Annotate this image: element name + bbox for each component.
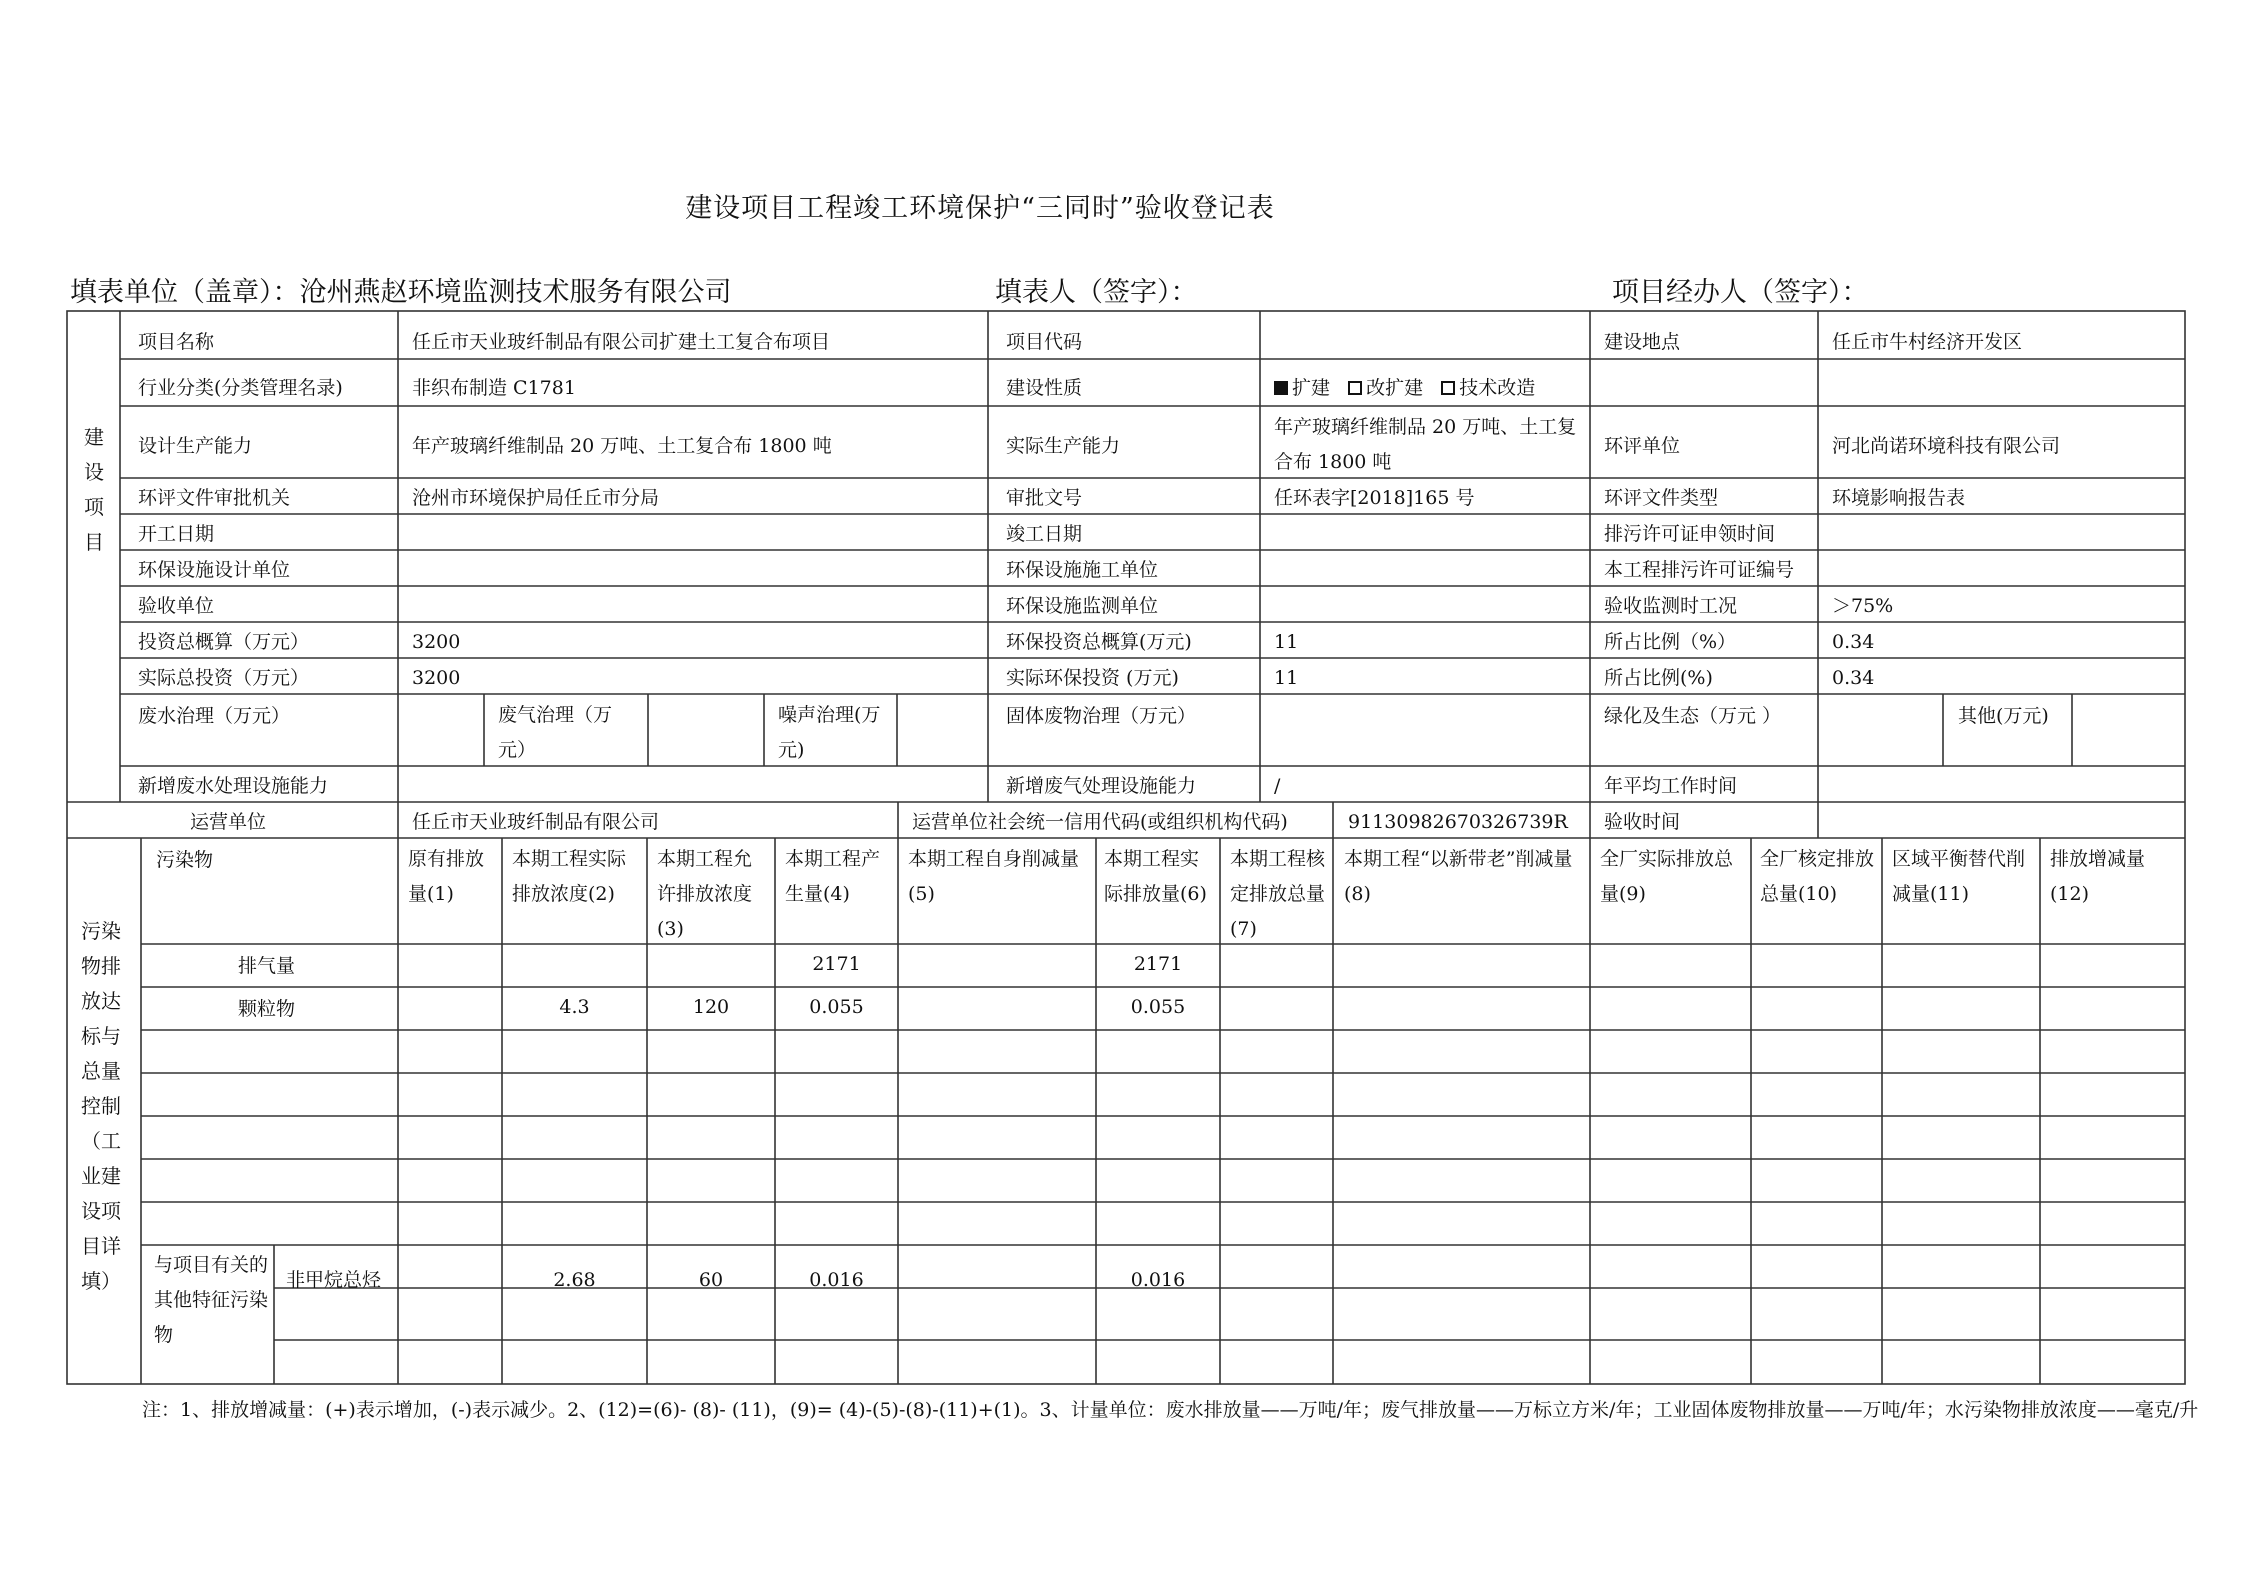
header-plant-approved-total: 全厂核定排放总量(10) xyxy=(1760,848,1875,905)
ratio2-value: 0.34 xyxy=(1832,667,1875,689)
project-section-label: 建 设 项 目 xyxy=(84,425,104,554)
new-wastegas-capacity-value: / xyxy=(1274,775,1281,797)
nature-option-reexpand[interactable]: 改扩建 xyxy=(1348,377,1423,399)
row-exhaust-name: 排气量 xyxy=(238,955,296,977)
accept-unit-label: 验收单位 xyxy=(138,595,215,617)
other-pollutants-label: 与项目有关的其他特征污染物 xyxy=(154,1254,269,1346)
eia-type-value: 环境影响报告表 xyxy=(1832,487,1966,509)
project-code-label: 项目代码 xyxy=(1006,331,1083,353)
ratio1-value: 0.34 xyxy=(1832,631,1875,653)
permit-date-label: 排污许可证申领时间 xyxy=(1604,523,1776,545)
nature-label: 建设性质 xyxy=(1006,377,1083,399)
filler-signature-label: 填表人（签字）： xyxy=(995,277,1198,308)
actual-invest-label: 实际总投资（万元） xyxy=(138,667,310,689)
header-actual-emission: 本期工程实际排放量(6) xyxy=(1104,848,1207,905)
row-particulate-allowed: 120 xyxy=(692,996,730,1018)
design-capacity-value: 年产玻璃纤维制品 20 万吨、土工复合布 1800 吨 xyxy=(412,435,832,457)
new-wastegas-capacity-label: 新增废气处理设施能力 xyxy=(1006,775,1197,797)
operator-value: 任丘市天业玻纤制品有限公司 xyxy=(412,811,660,833)
credit-code-value: 91130982670326739R xyxy=(1348,811,1568,833)
eia-type-label: 环评文件类型 xyxy=(1604,487,1719,509)
header-pollutant: 污染物 xyxy=(156,849,214,871)
row-nmhc-actual: 0.016 xyxy=(1130,1269,1186,1291)
row-nmhc-allowed: 60 xyxy=(698,1269,724,1291)
permit-no-label: 本工程排污许可证编号 xyxy=(1604,559,1795,581)
header-plant-actual-total: 全厂实际排放总量(9) xyxy=(1600,848,1734,905)
actual-invest-value: 3200 xyxy=(412,667,461,689)
row-particulate-concentration: 4.3 xyxy=(559,996,590,1018)
row-particulate-actual: 0.055 xyxy=(1130,996,1186,1018)
location-value: 任丘市牛村经济开发区 xyxy=(1832,331,2023,353)
eia-unit-value: 河北尚诺环境科技有限公司 xyxy=(1832,435,2061,457)
row-nmhc-name: 非甲烷总烃 xyxy=(286,1269,382,1291)
greening-fee-label: 绿化及生态（万元 ） xyxy=(1604,705,1782,727)
actual-capacity-value: 年产玻璃纤维制品 20 万吨、土工复合布 1800 吨 xyxy=(1274,416,1577,473)
header-generated-amount: 本期工程产生量(4) xyxy=(785,848,881,905)
header-original-emission: 原有排放量(1) xyxy=(408,848,485,905)
pollutant-section-label: 污染 物排 放达 标与 总量 控制 （工 业建 设项 目详 填） xyxy=(81,919,121,1293)
industry-value: 非织布制造 C1781 xyxy=(412,377,576,399)
row-exhaust-actual: 2171 xyxy=(1133,953,1183,975)
env-invest-budget-value: 11 xyxy=(1274,631,1299,653)
header-old-reduction: 本期工程“以新带老”削减量(8) xyxy=(1344,848,1573,905)
project-name-value: 任丘市天业玻纤制品有限公司扩建土工复合布项目 xyxy=(412,331,831,353)
wastewater-fee-label: 废水治理（万元） xyxy=(138,705,291,727)
approval-org-value: 沧州市环境保护局任丘市分局 xyxy=(412,487,660,509)
solid-waste-fee-label: 固体废物治理（万元） xyxy=(1006,705,1197,727)
env-monitor-unit-label: 环保设施监测单位 xyxy=(1006,595,1159,617)
industry-label: 行业分类(分类管理名录) xyxy=(138,377,343,399)
new-wastewater-capacity-label: 新增废水处理设施能力 xyxy=(138,775,329,797)
nature-options xyxy=(1274,378,1535,398)
row-particulate-name: 颗粒物 xyxy=(238,998,296,1020)
env-build-unit-label: 环保设施施工单位 xyxy=(1006,559,1159,581)
location-label: 建设地点 xyxy=(1604,331,1681,353)
invest-budget-label: 投资总概算（万元） xyxy=(138,631,310,653)
row-exhaust-generated: 2171 xyxy=(812,953,861,975)
header-regional-reduction: 区域平衡替代削减量(11) xyxy=(1892,848,2026,905)
header-allowed-concentration: 本期工程允许排放浓度(3) xyxy=(657,848,753,940)
project-name-label: 项目名称 xyxy=(138,331,215,353)
start-date-label: 开工日期 xyxy=(138,523,215,545)
actual-env-invest-value: 11 xyxy=(1274,667,1299,689)
manager-signature-label: 项目经办人（签字）： xyxy=(1612,277,1869,308)
nature-option-tech[interactable]: 技术改造 xyxy=(1441,377,1535,399)
accept-condition-value: ＞75% xyxy=(1832,595,1894,617)
ratio1-label: 所占比例（%） xyxy=(1604,631,1737,653)
completion-date-label: 竣工日期 xyxy=(1006,523,1083,545)
header-self-reduction: 本期工程自身削减量(5) xyxy=(908,848,1080,905)
header-increase-decrease: 排放增减量(12) xyxy=(2050,848,2146,905)
invest-budget-value: 3200 xyxy=(412,631,461,653)
actual-env-invest-label: 实际环保投资 (万元) xyxy=(1006,667,1179,689)
actual-capacity-label: 实际生产能力 xyxy=(1006,435,1121,457)
page-title: 建设项目工程竣工环境保护“三同时”验收登记表 xyxy=(685,193,1275,224)
env-design-unit-label: 环保设施设计单位 xyxy=(138,559,291,581)
noise-fee-label: 噪声治理(万元) xyxy=(778,704,881,761)
filling-unit-value: 沧州燕赵环境监测技术服务有限公司 xyxy=(299,277,732,308)
row-nmhc-generated: 0.016 xyxy=(809,1269,864,1291)
footnote: 注：1、排放增减量：(+)表示增加，(-)表示减少。2、(12)=(6)- (8)- (11)，(9)= (4)-(5)-(8)-(11)+(1)。3、计量单位：废水排放量——万吨/年；废气排放量——万标立方米/年；工业固体废物排放量——万吨/年；水污染物排放浓度——毫克/升 xyxy=(142,1399,2199,1421)
checkbox-icon xyxy=(1441,381,1455,395)
approval-org-label: 环评文件审批机关 xyxy=(138,487,291,509)
design-capacity-label: 设计生产能力 xyxy=(138,435,253,457)
env-invest-budget-label: 环保投资总概算(万元) xyxy=(1006,631,1192,653)
filling-unit-label: 填表单位（盖章）： xyxy=(70,277,300,308)
operator-label: 运营单位 xyxy=(190,811,267,833)
wastegas-fee-label: 废气治理（万元） xyxy=(498,704,613,761)
checkbox-icon xyxy=(1348,381,1362,395)
eia-unit-label: 环评单位 xyxy=(1604,435,1681,457)
header-approved-total: 本期工程核定排放总量(7) xyxy=(1230,848,1326,940)
header-actual-concentration: 本期工程实际排放浓度(2) xyxy=(512,848,627,905)
checkbox-checked-icon xyxy=(1274,381,1288,395)
accept-condition-label: 验收监测时工况 xyxy=(1604,595,1738,617)
accept-time-label: 验收时间 xyxy=(1604,811,1681,833)
nature-option-expand[interactable]: 扩建 xyxy=(1274,377,1330,399)
credit-code-label: 运营单位社会统一信用代码(或组织机构代码) xyxy=(912,811,1288,833)
row-particulate-generated: 0.055 xyxy=(809,996,864,1018)
approval-no-value: 任环表字[2018]165 号 xyxy=(1274,487,1475,509)
work-time-label: 年平均工作时间 xyxy=(1604,775,1738,797)
ratio2-label: 所占比例(%) xyxy=(1604,667,1713,689)
row-nmhc-concentration: 2.68 xyxy=(553,1269,596,1291)
other-fee-label: 其他(万元) xyxy=(1958,705,2049,727)
approval-no-label: 审批文号 xyxy=(1006,487,1083,509)
